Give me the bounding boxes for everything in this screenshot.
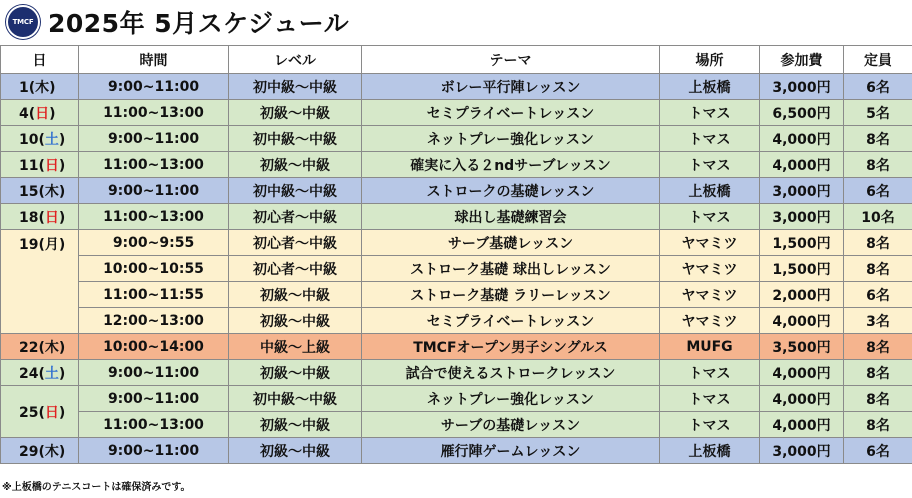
cell-theme: ストロークの基礎レッスン	[362, 178, 660, 204]
cell-time: 9:00~11:00	[79, 126, 229, 152]
cell-place: 上板橋	[660, 438, 760, 464]
cell-capacity: 3名	[844, 308, 912, 334]
cell-level: 初級～中級	[229, 308, 362, 334]
cell-time: 11:00~13:00	[79, 204, 229, 230]
cell-fee: 4,000円	[760, 360, 844, 386]
weekday: 日	[44, 209, 59, 226]
cell-level: 初級～中級	[229, 152, 362, 178]
date-number: 25	[19, 404, 39, 421]
cell-place: 上板橋	[660, 74, 760, 100]
date-number: 18	[19, 209, 39, 226]
cell-fee: 4,000円	[760, 152, 844, 178]
table-row	[1, 178, 912, 204]
cell-theme: ストローク基礎 球出しレッスン	[362, 256, 660, 282]
cell-date: 10(土)	[1, 126, 79, 152]
cell-theme: ストローク基礎 ラリーレッスン	[362, 282, 660, 308]
header-fee: 参加費	[760, 46, 844, 74]
cell-date: 1(木)	[1, 74, 79, 100]
weekday: 日	[44, 157, 59, 174]
cell-date: 19(月)	[1, 230, 79, 334]
cell-theme: 球出し基礎練習会	[362, 204, 660, 230]
cell-fee: 3,000円	[760, 178, 844, 204]
schedule-table	[0, 45, 912, 464]
footnote: ※上板橋のテニスコートは確保済みです。	[2, 482, 191, 493]
cell-time: 11:00~13:00	[79, 100, 229, 126]
cell-place: ヤマミツ	[660, 282, 760, 308]
cell-level: 初心者～中級	[229, 230, 362, 256]
cell-date: 24(土)	[1, 360, 79, 386]
cell-time: 9:00~11:00	[79, 74, 229, 100]
cell-fee: 1,500円	[760, 230, 844, 256]
cell-time: 10:00~10:55	[79, 256, 229, 282]
cell-fee: 4,000円	[760, 412, 844, 438]
cell-capacity: 6名	[844, 282, 912, 308]
table-row	[1, 256, 912, 282]
cell-capacity: 6名	[844, 74, 912, 100]
cell-place: トマス	[660, 386, 760, 412]
cell-place: トマス	[660, 360, 760, 386]
cell-time: 9:00~11:00	[79, 386, 229, 412]
cell-fee: 4,000円	[760, 126, 844, 152]
header-theme: テーマ	[362, 46, 660, 74]
cell-level: 中級～上級	[229, 334, 362, 360]
cell-capacity: 8名	[844, 152, 912, 178]
weekday: 月	[44, 237, 59, 253]
cell-capacity: 8名	[844, 230, 912, 256]
date-number: 15	[19, 183, 39, 200]
cell-capacity: 5名	[844, 100, 912, 126]
cell-place: トマス	[660, 204, 760, 230]
cell-fee: 3,000円	[760, 438, 844, 464]
cell-fee: 3,000円	[760, 204, 844, 230]
cell-fee: 3,500円	[760, 334, 844, 360]
cell-capacity: 8名	[844, 360, 912, 386]
table-row	[1, 282, 912, 308]
cell-date: 22(木)	[1, 334, 79, 360]
cell-time: 11:00~13:00	[79, 412, 229, 438]
table-row	[1, 412, 912, 438]
cell-time: 11:00~13:00	[79, 152, 229, 178]
cell-place: ヤマミツ	[660, 256, 760, 282]
table-row	[1, 438, 912, 464]
cell-capacity: 8名	[844, 334, 912, 360]
date-number: 10	[19, 131, 39, 148]
cell-place: トマス	[660, 152, 760, 178]
cell-date: 11(日)	[1, 152, 79, 178]
cell-level: 初中級～中級	[229, 386, 362, 412]
page-title: 2025年 5月スケジュール	[48, 9, 350, 38]
cell-theme: ボレー平行陣レッスン	[362, 74, 660, 100]
table-row	[1, 100, 912, 126]
cell-capacity: 8名	[844, 386, 912, 412]
cell-place: トマス	[660, 126, 760, 152]
cell-capacity: 6名	[844, 178, 912, 204]
cell-theme: ネットプレー強化レッスン	[362, 126, 660, 152]
cell-capacity: 8名	[844, 126, 912, 152]
cell-theme: TMCFオープン男子シングルス	[362, 334, 660, 360]
cell-time: 12:00~13:00	[79, 308, 229, 334]
cell-capacity: 8名	[844, 256, 912, 282]
table-row	[1, 152, 912, 178]
cell-place: MUFG	[660, 334, 760, 360]
cell-theme: 雁行陣ゲームレッスン	[362, 438, 660, 464]
cell-place: ヤマミツ	[660, 230, 760, 256]
cell-theme: セミプライベートレッスン	[362, 100, 660, 126]
cell-theme: 確実に入る２ndサーブレッスン	[362, 152, 660, 178]
cell-fee: 1,500円	[760, 256, 844, 282]
cell-fee: 2,000円	[760, 282, 844, 308]
cell-theme: サーブの基礎レッスン	[362, 412, 660, 438]
cell-time: 9:00~11:00	[79, 438, 229, 464]
date-number: 11	[19, 157, 39, 174]
cell-time: 9:00~9:55	[79, 230, 229, 256]
cell-level: 初中級～中級	[229, 178, 362, 204]
weekday: 木	[44, 183, 59, 200]
table-row	[1, 360, 912, 386]
date-number: 24	[19, 365, 39, 382]
cell-time: 11:00~11:55	[79, 282, 229, 308]
header-date: 日	[1, 46, 79, 74]
table-row	[1, 204, 912, 230]
weekday: 木	[44, 443, 59, 460]
weekday: 土	[44, 365, 59, 382]
cell-fee: 3,000円	[760, 74, 844, 100]
cell-level: 初級～中級	[229, 438, 362, 464]
header	[6, 4, 349, 40]
cell-fee: 4,000円	[760, 386, 844, 412]
cell-theme: サーブ基礎レッスン	[362, 230, 660, 256]
date-number: 22	[19, 339, 39, 356]
table-header-row	[1, 46, 912, 74]
cell-level: 初級～中級	[229, 282, 362, 308]
cell-place: 上板橋	[660, 178, 760, 204]
tmcf-logo	[6, 5, 40, 39]
cell-date: 18(日)	[1, 204, 79, 230]
table-row	[1, 308, 912, 334]
cell-level: 初心者～中級	[229, 256, 362, 282]
date-number: 29	[19, 443, 39, 460]
cell-fee: 6,500円	[760, 100, 844, 126]
cell-theme: ネットプレー強化レッスン	[362, 386, 660, 412]
header-level: レベル	[229, 46, 362, 74]
weekday: 土	[44, 131, 59, 148]
cell-time: 9:00~11:00	[79, 178, 229, 204]
weekday: 木	[44, 339, 59, 356]
cell-date: 15(木)	[1, 178, 79, 204]
cell-place: トマス	[660, 412, 760, 438]
cell-time: 9:00~11:00	[79, 360, 229, 386]
cell-date: 29(木)	[1, 438, 79, 464]
header-time: 時間	[79, 46, 229, 74]
header-place: 場所	[660, 46, 760, 74]
logo-text: TMCF	[12, 18, 34, 26]
cell-capacity: 10名	[844, 204, 912, 230]
cell-level: 初中級～中級	[229, 126, 362, 152]
cell-level: 初級～中級	[229, 412, 362, 438]
cell-date: 25(日)	[1, 386, 79, 438]
weekday: 木	[35, 79, 50, 96]
cell-level: 初級～中級	[229, 360, 362, 386]
table-row	[1, 126, 912, 152]
table-row	[1, 74, 912, 100]
weekday: 日	[35, 105, 50, 122]
weekday: 日	[44, 404, 59, 421]
cell-date: 4(日)	[1, 100, 79, 126]
table-row	[1, 386, 912, 412]
date-number: 1	[19, 79, 29, 96]
schedule-body	[1, 74, 912, 464]
cell-level: 初級～中級	[229, 100, 362, 126]
cell-fee: 4,000円	[760, 308, 844, 334]
cell-level: 初心者～中級	[229, 204, 362, 230]
cell-capacity: 6名	[844, 438, 912, 464]
cell-place: トマス	[660, 100, 760, 126]
table-row	[1, 334, 912, 360]
cell-capacity: 8名	[844, 412, 912, 438]
date-number: 19	[19, 237, 39, 253]
date-number: 4	[19, 105, 29, 122]
table-row	[1, 230, 912, 256]
cell-theme: セミプライベートレッスン	[362, 308, 660, 334]
cell-place: ヤマミツ	[660, 308, 760, 334]
header-capacity: 定員	[844, 46, 912, 74]
cell-theme: 試合で使えるストロークレッスン	[362, 360, 660, 386]
cell-time: 10:00~14:00	[79, 334, 229, 360]
cell-level: 初中級～中級	[229, 74, 362, 100]
